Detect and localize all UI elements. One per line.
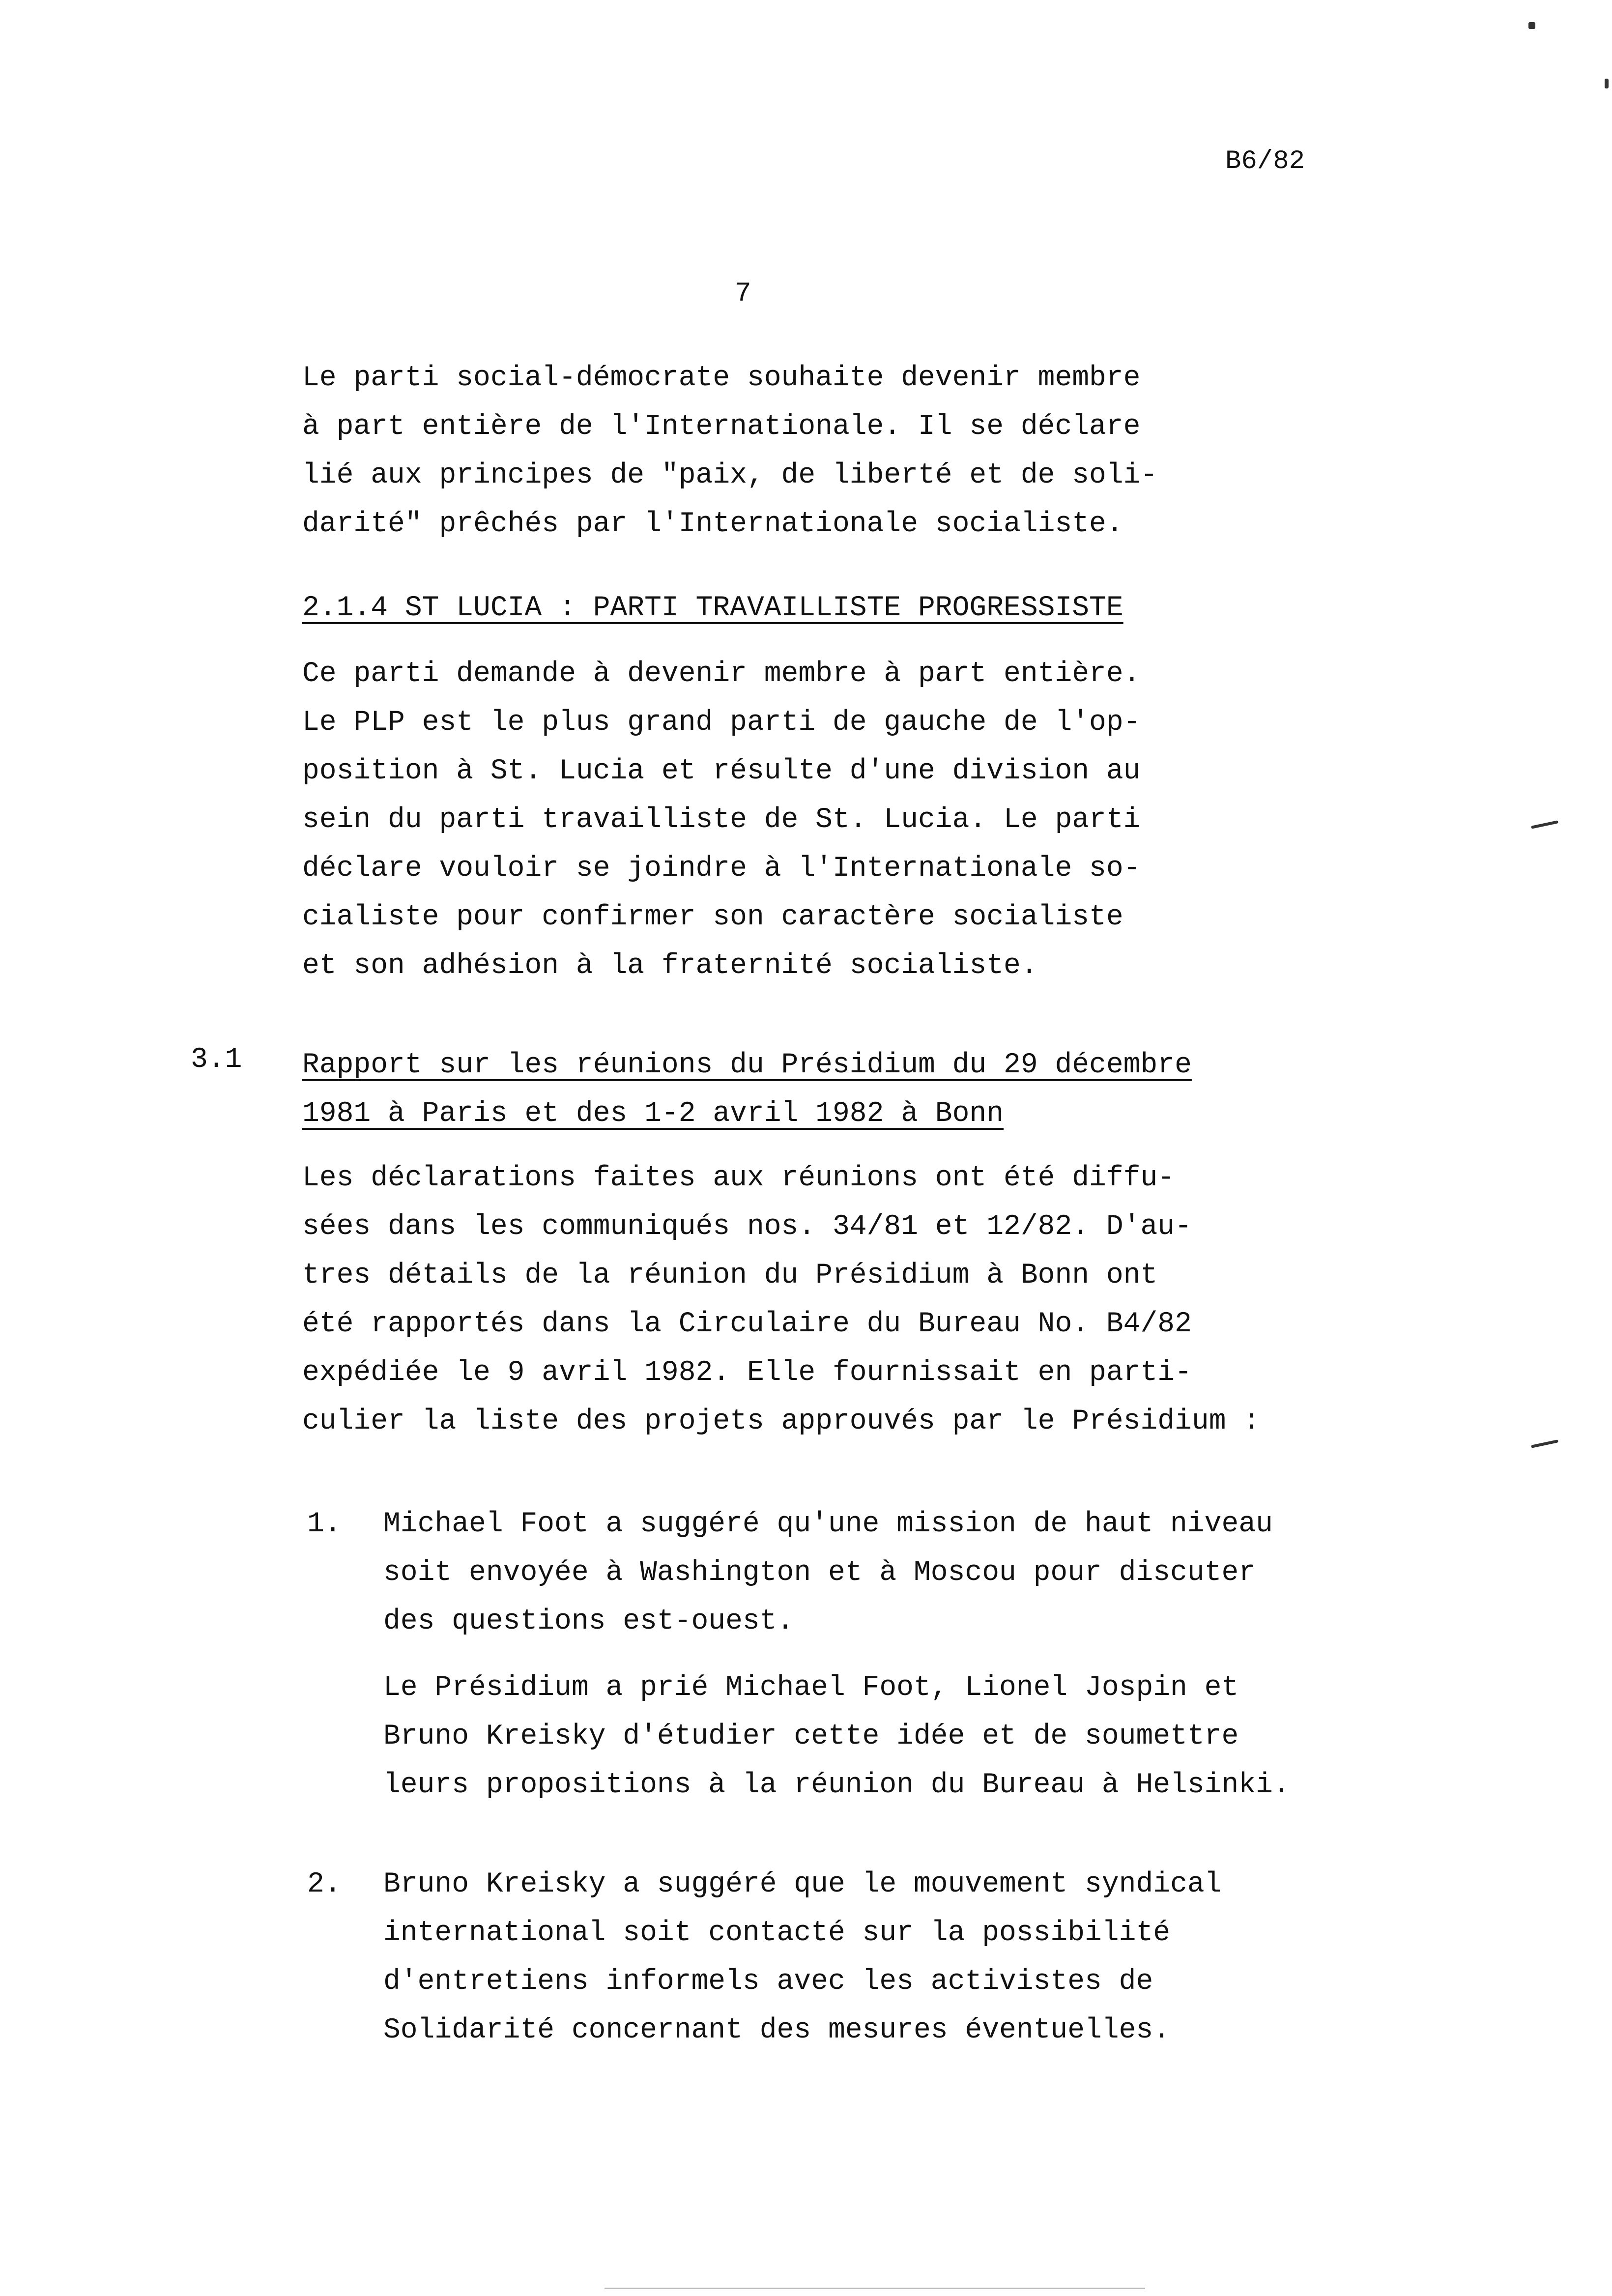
text-line: culier la liste des projets approuvés par le Présidium :: [302, 1406, 1261, 1437]
list-item: [383, 1860, 1221, 2055]
list-item: [383, 1500, 1273, 1646]
text-line: Solidarité concernant des mesures éventuelles.: [383, 2014, 1171, 2046]
text-line: d'entretiens informels avec les activistes de: [383, 1966, 1153, 1998]
text-line: Le Présidium a prié Michael Foot, Lionel Jospin et: [383, 1672, 1239, 1704]
text-line: leurs propositions à la réunion du Bureau à Helsinki.: [383, 1769, 1290, 1801]
text-line: Michael Foot a suggéré qu'une mission de haut niveau: [383, 1508, 1273, 1540]
section-heading-line: Rapport sur les réunions du Présidium du 29 décembre: [302, 1049, 1192, 1081]
text-line: lié aux principes de "paix, de liberté et de soli-: [302, 459, 1158, 491]
text-line: sein du parti travailliste de St. Lucia. Le parti: [302, 804, 1141, 836]
text-line: Ce parti demande à devenir membre à part entière.: [302, 658, 1141, 690]
section-2-1-4-paragraph: [302, 650, 1140, 990]
text-line: position à St. Lucia et résulte d'une division au: [302, 755, 1141, 787]
text-line: international soit contacté sur la possibilité: [383, 1917, 1171, 1949]
text-line: été rapportés dans la Circulaire du Bureau No. B4/82: [302, 1308, 1192, 1340]
section-heading-2-1-4: [302, 584, 1123, 632]
text-line: sées dans les communiqués nos. 34/81 et 12/82. D'au-: [302, 1211, 1192, 1243]
document-reference: B6/82: [1225, 146, 1305, 176]
text-line: darité" prêchés par l'Internationale socialiste.: [302, 508, 1123, 540]
scan-edge-line: [604, 2288, 1145, 2289]
text-line: à part entière de l'Internationale. Il se déclare: [302, 411, 1141, 443]
section-3-1-paragraph: [302, 1154, 1260, 1446]
section-number: 3.1: [191, 1044, 242, 1076]
text-line: déclare vouloir se joindre à l'Internationale so-: [302, 853, 1141, 885]
text-line: expédiée le 9 avril 1982. Elle fournissait en parti-: [302, 1357, 1192, 1389]
list-item-followup: [383, 1664, 1290, 1809]
text-line: des questions est-ouest.: [383, 1606, 794, 1637]
list-item-number: 1.: [307, 1508, 342, 1540]
section-heading-text: 2.1.4 ST LUCIA : PARTI TRAVAILLISTE PROGRESSISTE: [302, 592, 1123, 624]
text-line: Le parti social-démocrate souhaite devenir membre: [302, 362, 1141, 394]
text-line: tres détails de la réunion du Présidium à Bonn ont: [302, 1260, 1158, 1292]
section-heading-3-1: [302, 1041, 1192, 1138]
intro-paragraph: [302, 354, 1157, 548]
scan-mark: [1531, 820, 1558, 829]
text-line: Les déclarations faites aux réunions ont été diffu-: [302, 1162, 1175, 1194]
scan-mark: [1605, 79, 1609, 88]
text-line: Le PLP est le plus grand parti de gauche de l'op-: [302, 707, 1141, 739]
text-line: et son adhésion à la fraternité socialiste.: [302, 950, 1038, 982]
text-line: Bruno Kreisky a suggéré que le mouvement syndical: [383, 1868, 1222, 1900]
list-item-number: 2.: [307, 1868, 342, 1900]
text-line: cialiste pour confirmer son caractère socialiste: [302, 901, 1123, 933]
section-heading-line: 1981 à Paris et des 1-2 avril 1982 à Bonn: [302, 1098, 1004, 1130]
scan-mark: [1531, 1439, 1558, 1448]
text-line: soit envoyée à Washington et à Moscou pour discuter: [383, 1557, 1256, 1589]
scan-mark: [1528, 22, 1535, 29]
page-number: 7: [735, 278, 751, 309]
text-line: Bruno Kreisky d'étudier cette idée et de soumettre: [383, 1721, 1239, 1752]
